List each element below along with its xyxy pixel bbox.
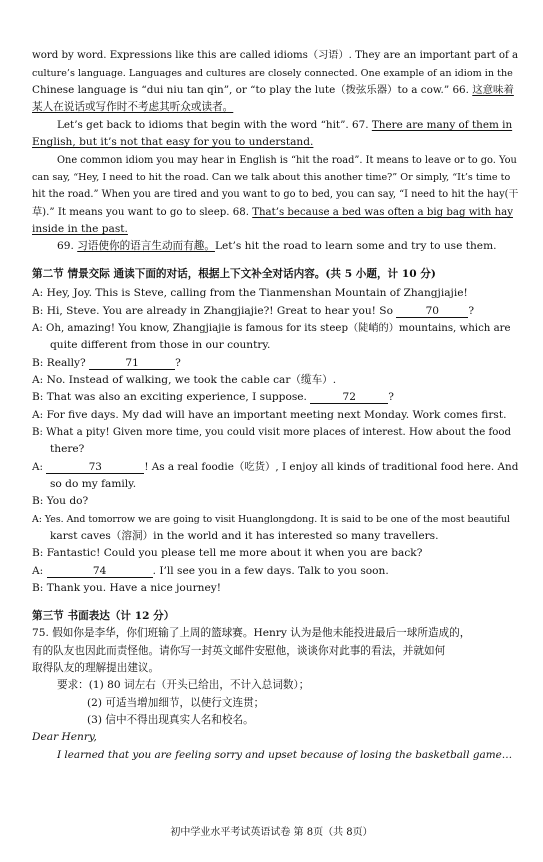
dialogue-line: quite different from those in our country. bbox=[50, 339, 271, 351]
blank-73[interactable]: 73 bbox=[46, 462, 144, 474]
dialogue-line: B: That was also an exciting experience, I suppose. 72 ? bbox=[32, 391, 394, 403]
dialogue-line: A: For five days. My dad will have an important meeting next Monday. Work comes first. bbox=[32, 409, 507, 421]
dialogue-line: B: Hi, Steve. You are already in Zhangjiajie?! Great to hear you! So 70 ? bbox=[32, 305, 474, 317]
answer-66-underlined: 这意味着 bbox=[472, 84, 514, 96]
blank-70[interactable]: 70 bbox=[396, 306, 468, 318]
passage-line: One common idiom you may hear in English is “hit the road”. It means to leave or to go. You bbox=[57, 155, 517, 166]
passage-line: culture’s language. Languages and cultures are closely connected. One example of an idiom in the bbox=[32, 68, 513, 79]
dialogue-line: A: 73 ! As a real foodie（吃货）, I enjoy all kinds of traditional food here. And bbox=[32, 461, 519, 473]
dialogue-line: B: Fantastic! Could you please tell me more about it when you are back? bbox=[32, 547, 423, 559]
passage-line: can say, “Hey, I need to hit the road. Can we talk about this another time?” Or simply, “It’s time to bbox=[32, 172, 511, 183]
question-67-underlined: There are many of them in bbox=[371, 119, 513, 131]
blank-71[interactable]: 71 bbox=[89, 358, 175, 370]
writing-prompt-line: 有的队友也因此而责怪他。请你写一封英文邮件安慰他，谈谈你对此事的看法，并就如何 bbox=[32, 645, 446, 657]
passage-line: word by word. Expressions like this are called idioms（习语）. They are an important part of a bbox=[32, 50, 519, 61]
question-68-underlined: That’s because a bed was often a big bag with hay bbox=[252, 207, 513, 218]
passage-line: Let’s get back to idioms that begin with the word “hit”. 67. There are many of them in bbox=[57, 119, 513, 131]
passage-line: 草).” It means you want to go to sleep. 68. That’s because a bed was often a big bag with hay bbox=[32, 207, 513, 218]
requirement-1: 要求：(1) 80 词左右（开头已给出，不计入总词数）； bbox=[57, 679, 310, 691]
writing-prompt-line: 75. 假如你是李华，你们班输了上周的篮球赛。Henry 认为是他未能投进最后一球所造成的， bbox=[32, 627, 471, 639]
dialogue-line: A: Oh, amazing! You know, Zhangjiajie is famous for its steep（陡峭的）mountains, which are bbox=[32, 323, 511, 334]
letter-opening-line: I learned that you are feeling sorry and upset because of losing the basketball game… bbox=[57, 749, 513, 761]
dialogue-line: there? bbox=[50, 443, 85, 455]
dialogue-line: B: You do? bbox=[32, 495, 89, 507]
question-67-continued: English, but it’s not that easy for you to understand. bbox=[32, 136, 314, 148]
dialogue-line: A: Hey, Joy. This is Steve, calling from the Tianmenshan Mountain of Zhangjiajie! bbox=[32, 287, 468, 299]
dialogue-line: so do my family. bbox=[50, 478, 137, 490]
question-68-continued: inside in the past. bbox=[32, 223, 128, 235]
passage-line: 69. 习语使你的语言生动而有趣。Let’s hit the road to learn some and try to use them. bbox=[57, 240, 497, 252]
blank-72[interactable]: 72 bbox=[310, 392, 388, 404]
section-2-heading: 第二节 情景交际 通读下面的对话，根据上下文补全对话内容。(共 5 小题，计 10 分) bbox=[32, 268, 436, 280]
passage-line: hit the road.” When you are tired and you want to go to bed, you can say, “I need to hit the hay(干 bbox=[32, 189, 519, 200]
section-3-heading: 第三节 书面表达（计 12 分） bbox=[32, 610, 175, 622]
dialogue-line: A: Yes. And tomorrow we are going to visit Huanglongdong. It is said to be one of the most beautiful bbox=[32, 514, 510, 525]
dialogue-line: B: Really? 71 ? bbox=[32, 357, 181, 369]
answer-69-underlined: 习语使你的语言生动而有趣。 bbox=[77, 240, 215, 252]
answer-66-continued: 某人在说话或写作时不考虑其听众或读者。 bbox=[32, 101, 234, 113]
dialogue-line: karst caves（溶洞）in the world and it has interested so many travellers. bbox=[50, 530, 439, 542]
requirement-3: (3) 信中不得出现真实人名和校名。 bbox=[87, 714, 254, 726]
dialogue-line: A: No. Instead of walking, we took the cable car（缆车）. bbox=[32, 374, 337, 386]
page-footer: 初中学业水平考试英语试卷 第 8页（共 8页） bbox=[170, 827, 373, 838]
letter-salutation: Dear Henry, bbox=[32, 731, 97, 743]
dialogue-line: A: 74 . I’ll see you in a few days. Talk to you soon. bbox=[32, 565, 389, 577]
writing-prompt-line: 取得队友的理解提出建议。 bbox=[32, 662, 160, 674]
blank-74[interactable]: 74 bbox=[47, 566, 153, 578]
requirement-2: (2) 可适当增加细节，以使行文连贯； bbox=[87, 697, 265, 709]
passage-line: Chinese language is “dui niu tan qin”, or “to play the lute（拨弦乐器）to a cow.” 66. 这意味着 bbox=[32, 84, 514, 96]
dialogue-line: B: Thank you. Have a nice journey! bbox=[32, 582, 221, 594]
dialogue-line: B: What a pity! Given more time, you could visit more places of interest. How about the food bbox=[32, 427, 512, 438]
